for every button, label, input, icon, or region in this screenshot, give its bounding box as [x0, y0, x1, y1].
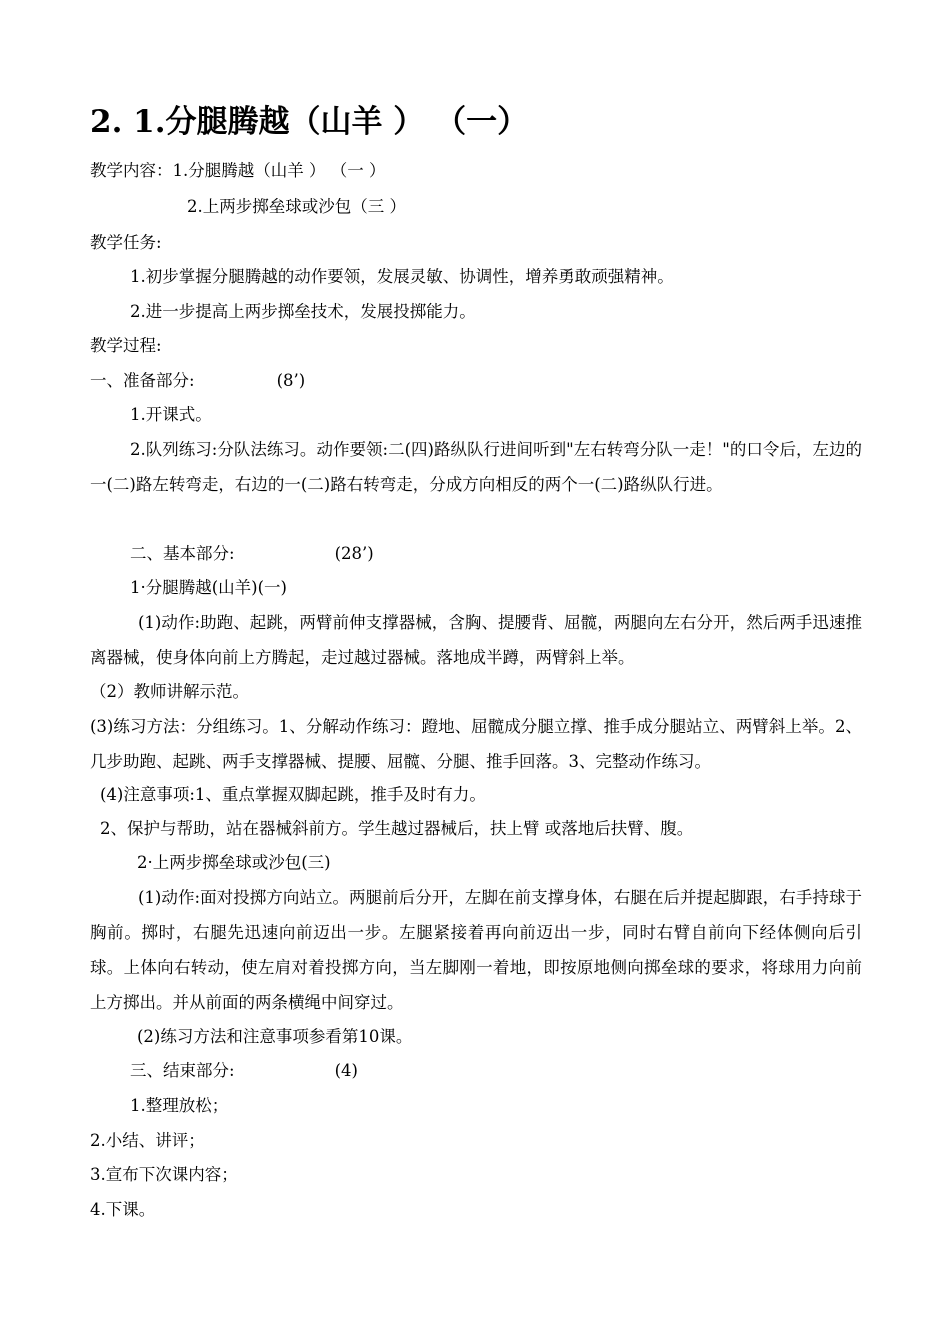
part1-item-2: 2.队列练习:分队法练习。动作要领:二(四)路纵队行进间听到"左右转弯分队一走！"的口令后，左边的一(二)路左转弯走，右边的一(二)路右转弯走，分成方向相反的两个一(二)路纵队行进。	[90, 440, 862, 494]
section2-method: (2)练习方法和注意事项参看第10课。	[137, 1027, 413, 1046]
section2-action: (1)动作:面对投掷方向站立。两腿前后分开，左脚在前支撑身体，右腿在后并提起脚跟，右手持球于胸前。掷时，右腿先迅速向前迈出一步。左腿紧接着再向前迈出一步，同时右臂自前向下经体侧向后引球。上体向右转动，使左肩对着投掷方向，当左脚刚一着地，即按原地侧向掷垒球的要求，将球用力向前上方掷出。并从前面的两条横绳中间穿过。	[90, 888, 862, 1012]
process-label: 教学过程:	[90, 336, 162, 355]
end-item-1: 1.整理放松；	[130, 1096, 229, 1115]
section1-demo: （2）教师讲解示范。	[90, 682, 249, 701]
section1-action: (1)动作:助跑、起跳，两臂前伸支撑器械，含胸、提腰背、屈髋，两腿向左右分开，然后两手迅速推离器械，使身体向前上方腾起，走过越过器械。落地成半蹲，两臂斜上举。	[90, 613, 862, 667]
part1-label: 一、准备部分:	[90, 371, 195, 390]
part3-time: (4)	[334, 1061, 358, 1080]
part3-label: 三、结束部分:	[130, 1061, 235, 1080]
content-item-1: 1.分腿腾越（山羊 ） （一 ）	[172, 161, 386, 180]
section1-method: (3)练习方法：分组练习。1、分解动作练习：蹬地、屈髋成分腿立撑、推手成分腿站立、两臂斜上举。2、几步助跑、起跳、两手支撑器械、提腰、屈髋、分腿、推手回落。3、完整动作练习。	[90, 717, 862, 771]
end-item-2: 2.小结、讲评；	[90, 1131, 205, 1150]
part3-heading	[130, 1054, 905, 1088]
section1-note-2: 2、保护与帮助，站在器械斜前方。学生越过器械后，扶上臂 或落地后扶臂、腹。	[100, 819, 694, 838]
task-1: 1.初步掌握分腿腾越的动作要领，发展灵敏、协调性，增养勇敢顽强精神。	[130, 267, 674, 286]
lesson-title: 2. 1.分腿腾越（山羊 ） （一）	[90, 104, 529, 140]
section2-title: 2·上两步掷垒球或沙包(三)	[137, 853, 331, 872]
content-line-1	[90, 154, 865, 188]
end-item-3: 3.宣布下次课内容；	[90, 1165, 238, 1184]
end-item-4: 4.下课。	[90, 1200, 156, 1219]
task-label: 教学任务:	[90, 233, 162, 252]
section1-note-1: (4)注意事项:1、重点掌握双脚起跳，推手及时有力。	[100, 785, 486, 804]
part2-heading	[130, 537, 905, 571]
task-2: 2.进一步提高上两步掷垒技术，发展投掷能力。	[130, 302, 476, 321]
section1-title: 1·分腿腾越(山羊)(一)	[130, 578, 287, 597]
part1-time: (8’)	[276, 371, 306, 390]
content-label: 教学内容：	[90, 161, 173, 180]
part1-item-1: 1.开课式。	[130, 405, 212, 424]
content-item-2: 2.上两步掷垒球或沙包（三 ）	[187, 197, 406, 216]
part2-time: (28’)	[334, 544, 374, 563]
part1-heading	[90, 364, 865, 398]
part2-label: 二、基本部分:	[130, 544, 235, 563]
